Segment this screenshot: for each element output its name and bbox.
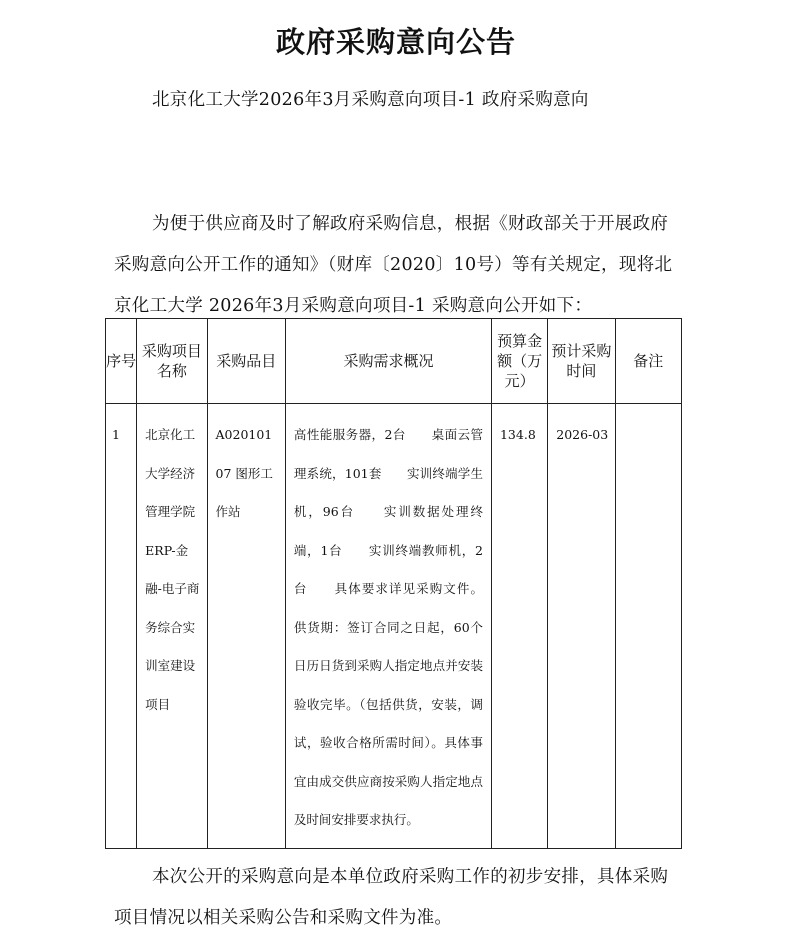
header-index: 序号 bbox=[106, 319, 137, 404]
cell-index bbox=[106, 404, 137, 849]
cell-time-text: 2026-03 bbox=[556, 427, 609, 442]
cell-time bbox=[548, 404, 615, 849]
cell-remarks bbox=[615, 404, 681, 849]
page-title: 政府采购意向公告 bbox=[275, 25, 516, 59]
cell-index-text: 1 bbox=[112, 427, 120, 442]
closing-paragraph: 本次公开的采购意向是本单位政府采购工作的初步安排，具体采购项目情况以相关采购公告和采购文件为准。 bbox=[114, 867, 669, 928]
cell-requirements-text: 高性能服务器，2台 桌面云管理系统，101套 实训终端学生机，96台 实训数据处理终端，1台 实训终端教师机，2台 具体要求详见采购文件。 供货期：签订合同之日起，60个日历日货到采购人指定地点并安装验收完毕。（包括供货，安装，调试，验收合格所需时间）。具体事宜由成交供应商按采购人指定地点及时间安排要求执行。 bbox=[293, 427, 483, 827]
table-row bbox=[106, 404, 682, 849]
notice-subtitle: 北京化工大学2026年3月采购意向项目-1 政府采购意向 bbox=[152, 90, 589, 110]
cell-remarks-text bbox=[616, 404, 681, 416]
header-budget: 预算金额（万元） bbox=[491, 319, 547, 404]
cell-item bbox=[207, 404, 285, 849]
cell-budget bbox=[491, 404, 547, 849]
header-project-name: 采购项目名称 bbox=[137, 319, 207, 404]
header-requirements: 采购需求概况 bbox=[285, 319, 491, 404]
cell-item-text: A02010107 图形工作站 bbox=[215, 427, 273, 519]
cell-project-name-text: 北京化工大学经济管理学院ERP-金融-电子商务综合实训室建设项目 bbox=[145, 427, 200, 712]
header-remarks: 备注 bbox=[615, 319, 681, 404]
table-header-row bbox=[106, 319, 682, 404]
procurement-table bbox=[105, 318, 682, 849]
cell-project-name bbox=[137, 404, 207, 849]
cell-budget-text: 134.8 bbox=[499, 427, 536, 442]
header-time: 预计采购时间 bbox=[548, 319, 615, 404]
cell-requirements bbox=[285, 404, 491, 849]
header-item: 采购品目 bbox=[207, 319, 285, 404]
intro-paragraph: 为便于供应商及时了解政府采购信息，根据《财政部关于开展政府采购意向公开工作的通知》（财库〔2020〕10号）等有关规定，现将北京化工大学 2026年3月采购意向项目-1 采购意向公开如下： bbox=[114, 214, 673, 316]
